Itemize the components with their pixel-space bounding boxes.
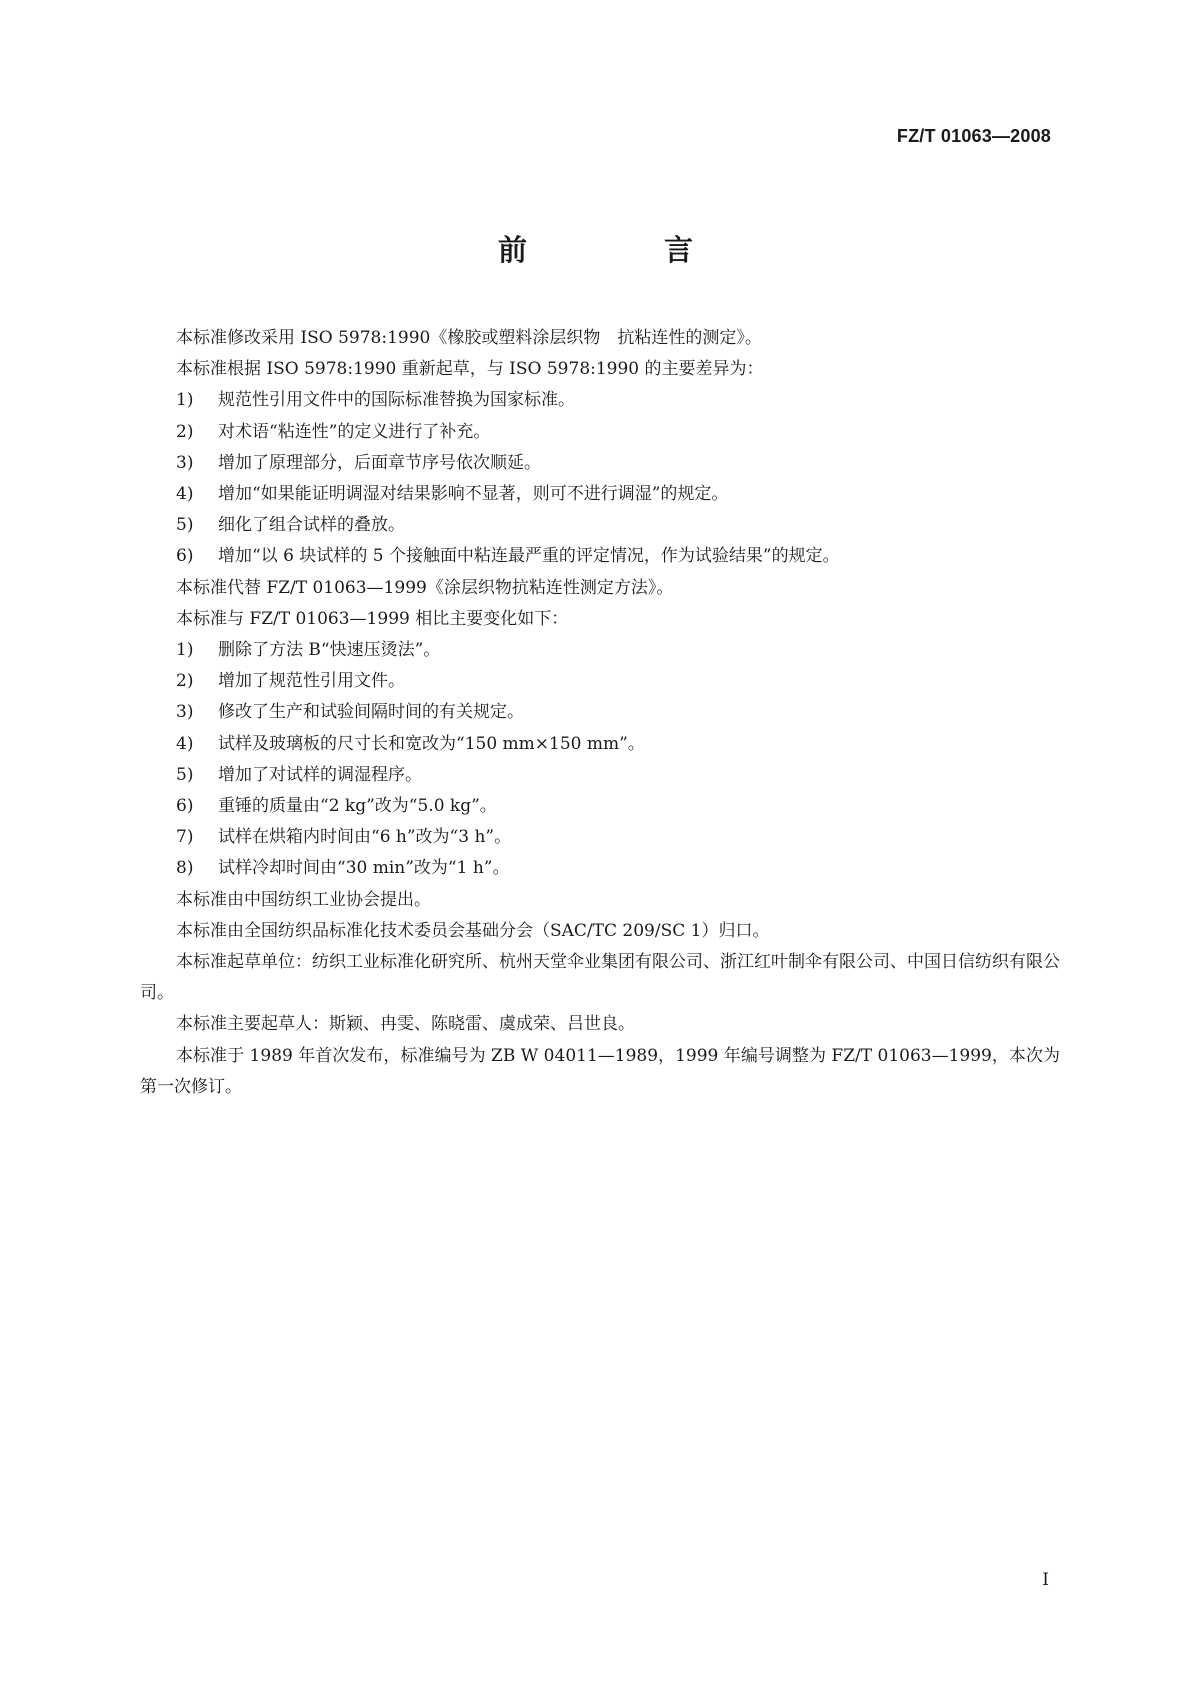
list-item: 4) 试样及玻璃板的尺寸长和宽改为“150 mm×150 mm”。	[176, 733, 645, 754]
differences-list	[140, 385, 1060, 572]
list-item: 6) 重锤的质量由“2 kg”改为“5.0 kg”。	[176, 796, 497, 817]
changes-list	[140, 635, 1060, 885]
list-item: 8) 试样冷却时间由“30 min”改为“1 h”。	[176, 858, 510, 879]
list-item: 1) 删除了方法 B“快速压烫法”。	[176, 640, 441, 661]
paragraph-committee: 本标准由全国纺织品标准化技术委员会基础分会（SAC/TC 209/SC 1）归口。	[176, 920, 770, 941]
list-item: 1) 规范性引用文件中的国际标准替换为国家标准。	[176, 390, 575, 411]
list-item: 2) 对术语“粘连性”的定义进行了补充。	[176, 421, 491, 442]
list-item: 5) 增加了对试样的调湿程序。	[176, 764, 422, 785]
paragraph-history: 本标准于 1989 年首次发布，标准编号为 ZB W 04011—1989，1999 年编号调整为 FZ/T 01063—1999，本次为第一次修订。	[140, 1045, 1060, 1097]
list-item: 3) 修改了生产和试验间隔时间的有关规定。	[176, 702, 524, 723]
paragraph-replaces: 本标准代替 FZ/T 01063—1999《涂层织物抗粘连性测定方法》。	[176, 577, 674, 598]
list-item: 4) 增加“如果能证明调湿对结果影响不显著，则可不进行调湿”的规定。	[176, 484, 729, 505]
page-number: I	[1042, 1570, 1049, 1590]
list-item: 6) 增加“以 6 块试样的 5 个接触面中粘连最严重的评定情况，作为试验结果”的规定。	[176, 546, 840, 567]
paragraph-drafters: 本标准主要起草人：斯颖、冉雯、陈晓雷、虞成荣、吕世良。	[176, 1014, 635, 1035]
paragraph-proposer: 本标准由中国纺织工业协会提出。	[176, 889, 431, 910]
page-title: 前 言	[497, 233, 747, 267]
list-item: 2) 增加了规范性引用文件。	[176, 671, 405, 692]
foreword-body	[140, 323, 1060, 1103]
list-item: 5) 细化了组合试样的叠放。	[176, 515, 405, 536]
list-item: 3) 增加了原理部分，后面章节序号依次顺延。	[176, 452, 541, 473]
list-item: 7) 试样在烘箱内时间由“6 h”改为“3 h”。	[176, 827, 512, 848]
paragraph-changes-intro: 本标准与 FZ/T 01063—1999 相比主要变化如下：	[176, 608, 569, 629]
paragraph-adoption: 本标准修改采用 ISO 5978:1990《橡胶或塑料涂层织物 抗粘连性的测定》。	[176, 328, 762, 348]
paragraph-differences-intro: 本标准根据 ISO 5978:1990 重新起草，与 ISO 5978:1990 的主要差异为：	[176, 359, 764, 380]
paragraph-drafting-units: 本标准起草单位：纺织工业标准化研究所、杭州天堂伞业集团有限公司、浙江红叶制伞有限公司、中国日信纺织有限公司。	[140, 952, 1060, 1004]
standard-code: FZ/T 01063—2008	[896, 126, 1051, 146]
